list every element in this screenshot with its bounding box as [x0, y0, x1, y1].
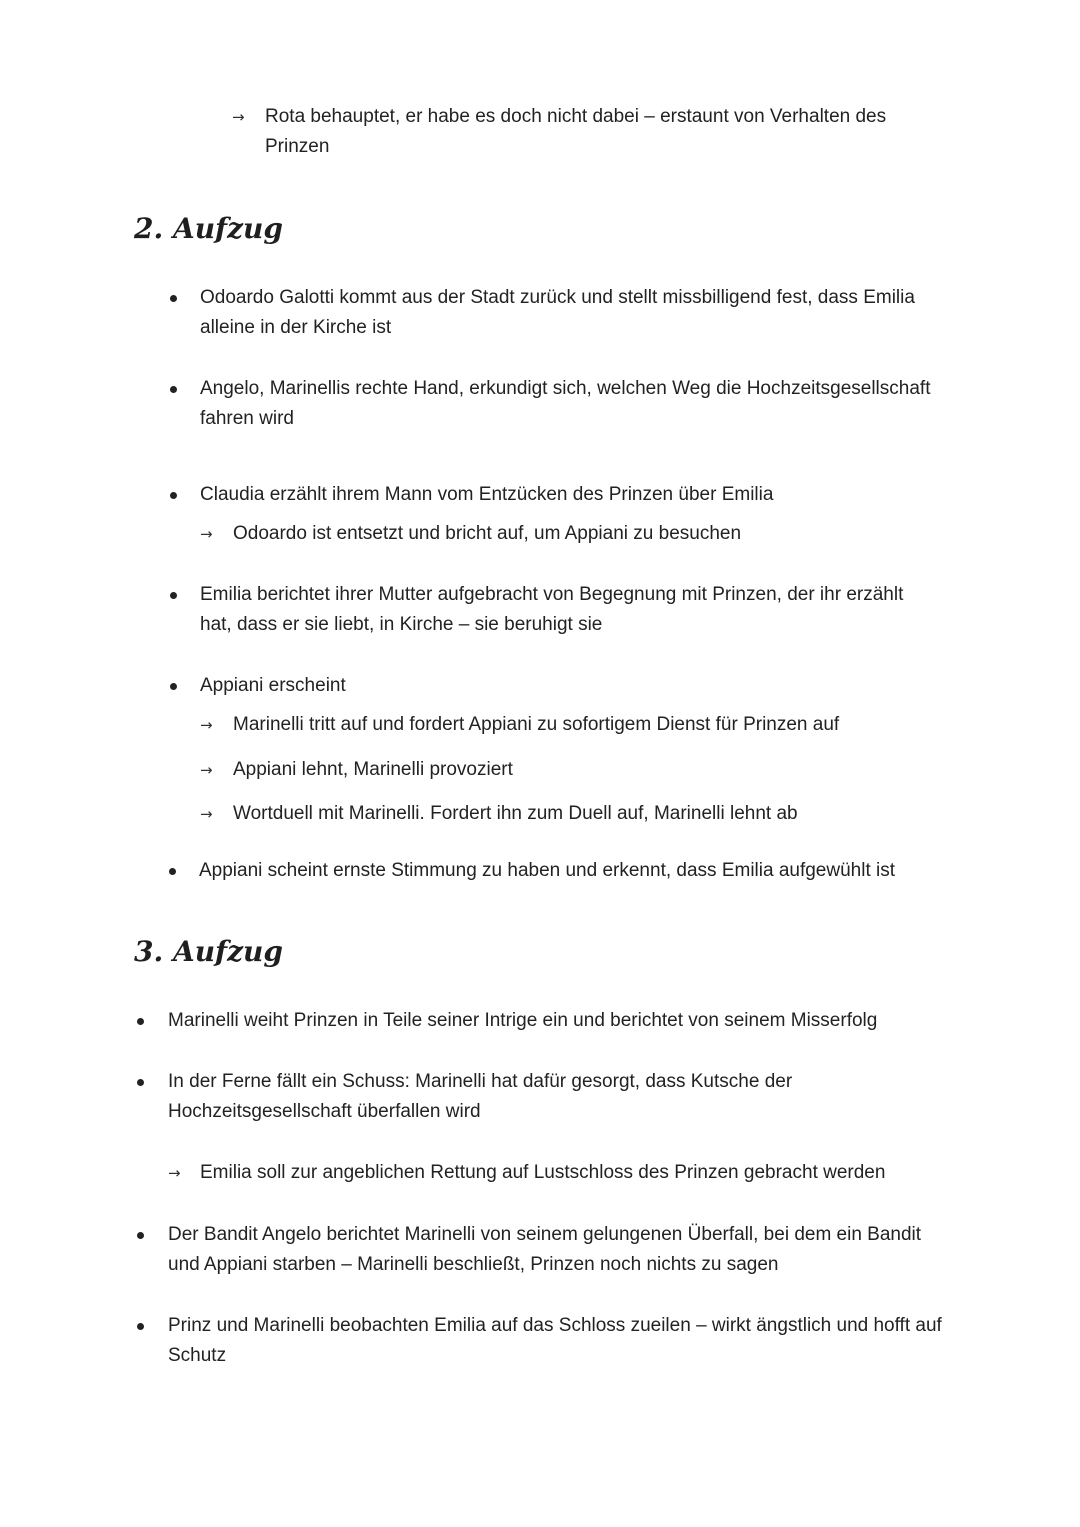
list-subitem: Wortduell mit Marinelli. Fordert ihn zum Duell auf, Marinelli lehnt ab [233, 803, 798, 824]
list-item-continued: und Appiani starben – Marinelli beschließt, Prinzen noch nichts zu sagen [168, 1254, 779, 1275]
list-item-continued: alleine in der Kirche ist [200, 317, 392, 338]
bullet-dot-icon [170, 492, 177, 499]
list-item: Prinz und Marinelli beobachten Emilia auf das Schloss zueilen – wirkt ängstlich und hofft auf [168, 1315, 942, 1336]
bullet-dot-icon [137, 1018, 144, 1025]
intro-arrow-text: Rota behauptet, er habe es doch nicht dabei – erstaunt von Verhalten des [265, 106, 887, 127]
bullet-dot-icon [169, 868, 176, 875]
list-item: Der Bandit Angelo berichtet Marinelli von seinem gelungenen Überfall, bei dem ein Bandit [168, 1224, 922, 1245]
list-item: Emilia berichtet ihrer Mutter aufgebracht von Begegnung mit Prinzen, der ihr erzählt [200, 584, 904, 605]
section-heading-2-aufzug: 2. Aufzug [134, 212, 283, 245]
list-subitem: Marinelli tritt auf und fordert Appiani zu sofortigem Dienst für Prinzen auf [233, 714, 840, 735]
right-arrow-icon: → [200, 716, 213, 734]
list-item: Angelo, Marinellis rechte Hand, erkundigt sich, welchen Weg die Hochzeitsgesellschaft [200, 378, 931, 399]
bullet-dot-icon [170, 592, 177, 599]
list-item: Appiani scheint ernste Stimmung zu haben und erkennt, dass Emilia aufgewühlt ist [199, 860, 896, 881]
bullet-dot-icon [137, 1232, 144, 1239]
list-item-continued: hat, dass er sie liebt, in Kirche – sie beruhigt sie [200, 614, 603, 635]
right-arrow-icon: → [232, 108, 245, 126]
intro-arrow-text-continued: Prinzen [265, 136, 330, 157]
bullet-dot-icon [137, 1323, 144, 1330]
bullet-dot-icon [137, 1079, 144, 1086]
right-arrow-icon: → [200, 805, 213, 823]
list-item: Odoardo Galotti kommt aus der Stadt zurück und stellt missbilligend fest, dass Emilia [200, 287, 915, 308]
list-item: Appiani erscheint [200, 675, 346, 696]
list-item: In der Ferne fällt ein Schuss: Marinelli hat dafür gesorgt, dass Kutsche der [168, 1071, 793, 1092]
list-item: Marinelli weiht Prinzen in Teile seiner Intrige ein und berichtet von seinem Misserfolg [168, 1010, 878, 1031]
list-item: Claudia erzählt ihrem Mann vom Entzücken des Prinzen über Emilia [200, 484, 774, 505]
right-arrow-icon: → [200, 525, 213, 543]
right-arrow-icon: → [168, 1164, 181, 1182]
right-arrow-icon: → [200, 761, 213, 779]
list-subitem: Appiani lehnt, Marinelli provoziert [233, 759, 513, 780]
list-subitem: Emilia soll zur angeblichen Rettung auf Lustschloss des Prinzen gebracht werden [200, 1162, 886, 1183]
list-subitem: Odoardo ist entsetzt und bricht auf, um Appiani zu besuchen [233, 523, 742, 544]
list-item-continued: Schutz [168, 1345, 227, 1366]
list-item-continued: Hochzeitsgesellschaft überfallen wird [168, 1101, 481, 1122]
bullet-dot-icon [170, 295, 177, 302]
list-item-continued: fahren wird [200, 408, 294, 429]
section-heading-3-aufzug: 3. Aufzug [134, 935, 283, 968]
bullet-dot-icon [170, 386, 177, 393]
bullet-dot-icon [170, 683, 177, 690]
